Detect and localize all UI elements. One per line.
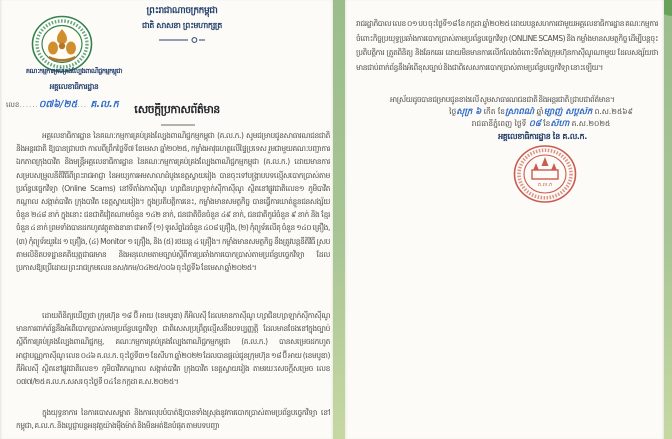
- secretariat-name: អគ្គលេខាធិការដ្ឋាន: [49, 82, 99, 91]
- body-paragraph-2: ដោយពិនិត្យឃើញថា ក្រុមហ៊ុន ១៨ ប៊ី អាយ (ខេមបូឌា) ភីអិលស៊ី ដែលមានកាស៊ីណូ ហ្សាជិនហ្សាឡាក់ស៊ីកាស៊ីណូ មានការពាក់ព័ន្ធនឹងអំពើបោកប្រាស់តាមប្រព័ន្ធបច្ចេកវិទ្យា ជាពិសេសប្រព្រឹត្តល្មើសនឹងបទប្បញ្ញត្តិ ដែលមានចែងនៅក្នុងច្បាប់ស្តីពីការគ្រប់គ្រងល្បែងពាណិជ្ជកម្ម, គណៈកម្មការគ្រប់គ្រងល្បែងពាណិជ្ជកម្មកម្ពុជា (គ.ល.ក.) បានសម្រេចដកហូតអាជ្ញាបណ្ណកាស៊ីណូ លេខ ០៤៦ គ.ល.ក. ចុះថ្ងៃទី៣១ ខែសីហា ឆ្នាំ២០២២ ដែលបានផ្តល់ជូនក្រុមហ៊ុន ១៨ ប៊ី អាយ (ខេមបូឌា) ភីអិលស៊ី ស្ថិតនៅផ្លូវជាតិលេខ១ ភូមិបាវិតកណ្តាល សង្កាត់បាវិត ក្រុងបាវិត ខេត្តស្វាយរៀង តាមរយៈសេចក្តីសម្រេច លេខ ០៧៧/២៥ គ.ល.ក.សសរ ចុះថ្ងៃទី ០៤ ខែ កក្កដា គ.ស.២០២៥។: [16, 311, 330, 387]
- stamp-center-text: គ.ល.ក: [537, 182, 553, 188]
- body-paragraph-4: រាជរដ្ឋាភិបាល លេខ ០១ បប ចុះថ្ងៃទី១៨ ខែ កក្កដា ឆ្នាំ២០២៥ ដោយបន្តសហការជាមួយអគ្គលេខាធិការដ្ឋាន គណៈកម្មការចំពោះកិច្ចប្រយុទ្ធប្រឆាំងការបោកប្រាស់តាមប្រព័ន្ធបច្ចេកវិទ្យា (ONLINE SCAMS) និង កម្លាំងមានសមត្ថកិច្ច ដើម្បីបន្តចុះប្រតិបត្តិការ ត្រួតពិនិត្យ និងឆែកឆេរ ដោយមិនមានការលើកលែងចំពោះទីតាំងក្រុមហ៊ុនកាស៊ីណូណាមួយ ដែលសង្ស័យថាមានជាប់ពាក់ព័ន្ធនឹងអំពើខុសច្បាប់ និងជាពិសេសការបោកប្រាស់តាមប្រព័ន្ធបច្ចេកវិទ្យា នោះឡើយ។: [356, 19, 658, 72]
- closing-sentence: អាស្រ័យដូចបានជម្រាបជូនខាងលើ សូមសាធារណជនជាតិ និងអន្តរជាតិ ជ្រាបជាព័ត៌មាន។: [390, 95, 615, 104]
- body-paragraph-1: អគ្គលេខាធិការដ្ឋាន នៃគណៈកម្មការគ្រប់គ្រងល្បែងពាណិជ្ជកម្មកម្ពុជា (គ.ល.ក.) សូមជម្រាបជូនសាធារណជនជាតិ និងអន្តរជាតិ ឱ្យបានជ្រាបថា កាលពីព្រឹកថ្ងៃទី៧ ខែមេសា ឆ្នាំ២០២៥, កម្លាំងអាវុធហត្ថលើផ្ទៃប្រទេស រួមជាមួយគណៈបញ្ជាការឯកភាពក្រុងបាវិត និងមន្ត្រីអគ្គលេខាធិការដ្ឋាន នៃគណៈកម្មការគ្រប់គ្រងល្បែងពាណិជ្ជកម្មកម្ពុជា (គ.ល.ក.) ដោយមានការសម្របសម្រួលនីតិវិធីពីព្រះរាជអាជ្ញា នៃអយ្យការអមសាលាដំបូងខេត្តស្វាយរៀង បានចុះទៅបង្ក្រាបបទល្មើសបោកប្រាស់តាមប្រព័ន្ធបច្ចេកវិទ្យា (Online Scams) នៅទីតាំងកាស៊ីណូ ហ្សាជិនហ្សាឡាក់ស៊ីកាស៊ីណូ ស្ថិតនៅផ្លូវជាតិលេខ១ ភូមិបាវិតកណ្តាល សង្កាត់បាវិត ក្រុងបាវិត ខេត្តស្វាយរៀង។ ក្នុងប្រតិបត្តិការនេះ, កម្លាំងមានសមត្ថកិច្ច បានធ្វើការឃាត់ខ្លួនជនសង្ស័យ ចំនួន ២៤៨ នាក់ ក្នុងនោះ ជនជាតិវៀតណាមចំនួន ១៤២ នាក់, ជនជាតិចិនចំនួន ៤៩ នាក់, ជនជាតិកូរ៉េចំនួន ៩ នាក់ និង ខ្មែរចំនួន ៤ នាក់ ព្រមទាំងបានដកហូតវត្ថុតាងនានា ជាអាទិ៍ (១) ទូរស័ព្ទដៃចំនួន ៤០៨ គ្រឿង, (២) កុំព្យូទ័រលើតុ ចំនួន ១៤០ គ្រឿង, (៣) កុំព្យូទ័រយួរដៃ ១ គ្រឿង, (៤) Monitor ១ គ្រឿង, និង (៥) រថយន្ត ៤ គ្រឿង។ កម្លាំងមានសមត្ថកិច្ច នឹងត្រូវបន្តនីតិវិធី ស្របតាមលិខិតបទដ្ឋានគតិយុត្តជាធរមាន និងអនុលោមតាមច្បាប់ស្តីពីការប្រឆាំងការបោកប្រាស់តាមប្រព័ន្ធបច្ចេកវិទ្យា ដែលប្រកាសឱ្យប្រើដោយ ព្រះរាជក្រមលេខ នស/រកម/០៤២៥/០០៦ ចុះថ្ងៃទី៦ ខែមេសា ឆ្នាំ២០២៥។: [16, 131, 330, 273]
- motto-divider-flourish: [158, 36, 206, 44]
- commission-emblem: [31, 15, 93, 73]
- signature-title: អគ្គលេខាធិការដ្ឋាន នៃ គ.ល.ក.: [498, 132, 587, 141]
- title-underline: [160, 123, 196, 127]
- commission-name: គណៈកម្មការគ្រប់គ្រងល្បែងពាណិជ្ជកម្មកម្ពុជា: [25, 67, 123, 75]
- document-page-2: [345, 0, 664, 439]
- official-red-stamp: [512, 144, 578, 204]
- kingdom-header-line1: ព្រះរាជាណាចក្រកម្ពុជា: [146, 6, 218, 16]
- reference-number-line: លេខ......០៧៦/២៥... គ.ល.ក: [6, 99, 119, 110]
- kingdom-motto-line2: ជាតិ សាសនា ព្រះមហាក្សត្រ: [142, 21, 222, 30]
- lunar-date-line: ថ្ងៃសុក្រ ៦ កើត ខែស្រាពណ៍ ឆ្នាំម្សាញ់ សប្តស័ក ព.ស.២៥៦៩: [449, 107, 633, 117]
- body-paragraph-3: ក្នុងយុទ្ធនាការ នៃការបោសសម្អាត និងការលុបបំបាត់ឱ្យបានទាំងស្រុងនូវការបោកប្រាស់តាមប្រព័ន្ធបច្ចេកវិទ្យា នៅកម្ពុជា, គ.ល.ក. និងប្តេជ្ញាបន្តអនុវត្តយ៉ាងម៉ឺងម៉ាត់ និងមិនអត់ឱនបំផុត តាមបទបញ្ជា: [16, 408, 330, 431]
- gregorian-date-line: រាជធានីភ្នំពេញ ថ្ងៃទី ០៨ ខែសីហា គ.ស.២០២៥: [471, 119, 611, 129]
- press-release-title: សេចក្តីប្រកាសព័ត៌មាន: [134, 103, 220, 116]
- document-page-1: [0, 0, 333, 439]
